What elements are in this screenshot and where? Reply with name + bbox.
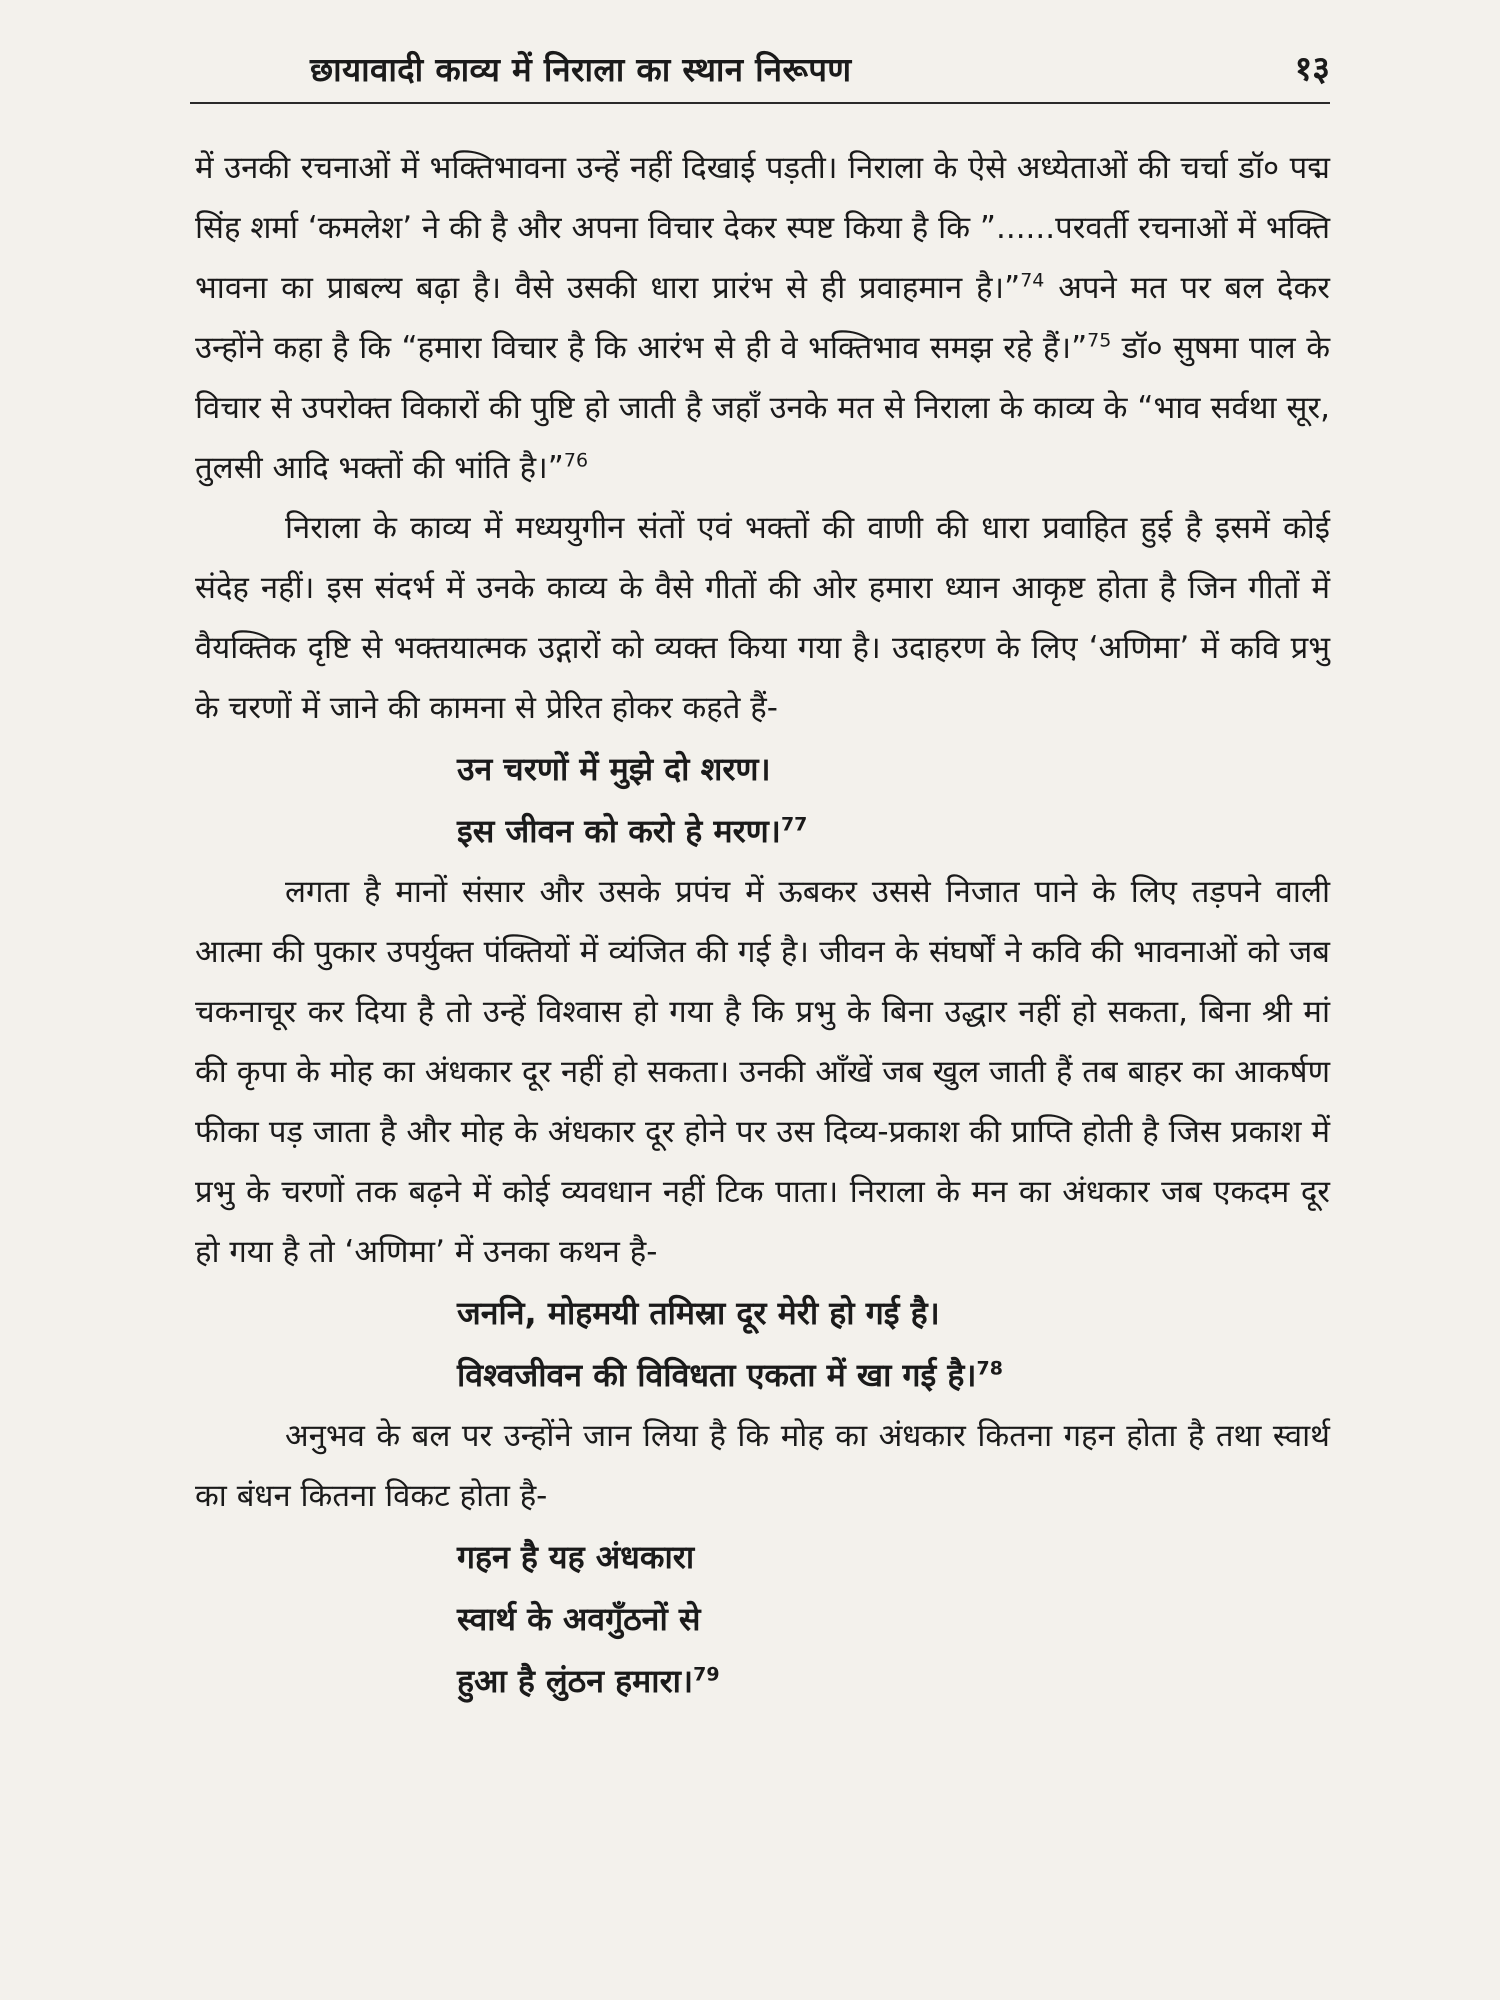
footnote-ref: 79 [693, 1663, 720, 1686]
verse-line: उन चरणों में मुझे दो शरण। [457, 750, 771, 788]
verse-line: गहन है यह अंधकारा [457, 1538, 695, 1576]
verse-line: इस जीवन को करो हे मरण।$^{77}$ [457, 812, 808, 850]
body-text [195, 138, 1330, 1712]
paragraph-1: में उनकी रचनाओं में भक्तिभावना उन्हें नहीं दिखाई पड़ती। निराला के ऐसे अध्येताओं की चर्चा डॉ० पद्म सिंह शर्मा ‘कमलेश’ ने की है और अपना विचार देकर स्पष्ट किया है कि ”......परवर्ती रचनाओं में भक्ति भावना का प्राबल्य बढ़ा है। वैसे उसकी धारा प्रारंभ से ही प्रवाहमान है।”$^{74}$ अपने मत पर बल देकर उन्होंने कहा है कि “हमारा विचार है कि आरंभ से ही वे भक्तिभाव समझ रहे हैं।”$^{75}$ डॉ० सुषमा पाल के विचार से उपरोक्त विकारों की पुष्टि हो जाती है जहाँ उनके मत से निराला के काव्य के “भाव सर्वथा सूर, तुलसी आदि भक्तों की भांति है।”$^{76}$ [195, 150, 1331, 486]
header-title: छायावादी काव्य में निराला का स्थान निरूपण [310, 50, 852, 89]
footnote-ref: 74 [1020, 269, 1045, 292]
verse-line: हुआ है लुंठन हमारा।$^{79}$ [457, 1662, 720, 1700]
verse-line: विश्वजीवन की विविधता एकता में खा गई है।$^{78}$ [457, 1356, 1003, 1394]
paragraph-4: अनुभव के बल पर उन्होंने जान लिया है कि मोह का अंधकार कितना गहन होता है तथा स्वार्थ का बंधन कितना विकट होता है- [195, 1418, 1330, 1514]
running-header [190, 42, 1330, 104]
verse-line: स्वार्थ के अवगुँठनों से [457, 1600, 701, 1638]
footnote-ref: 78 [976, 1357, 1003, 1380]
paragraph-3: लगता है मानों संसार और उसके प्रपंच में ऊबकर उससे निजात पाने के लिए तड़पने वाली आत्मा की पुकार उपर्युक्त पंक्तियों में व्यंजित की गई है। जीवन के संघर्षों ने कवि की भावनाओं को जब चकनाचूर कर दिया है तो उन्हें विश्वास हो गया है कि प्रभु के बिना उद्धार नहीं हो सकता, बिना श्री मां की कृपा के मोह का अंधकार दूर नहीं हो सकता। उनकी आँखें जब खुल जाती हैं तब बाहर का आकर्षण फीका पड़ जाता है और मोह के अंधकार दूर होने पर उस दिव्य-प्रकाश की प्राप्ति होती है जिस प्रकाश में प्रभु के चरणों तक बढ़ने में कोई व्यवधान नहीं टिक पाता। निराला के मन का अंधकार जब एकदम दूर हो गया है तो ‘अणिमा’ में उनका कथन है- [195, 874, 1330, 1270]
verse-line: जननि, मोहमयी तमिस्रा दूर मेरी हो गई है। [457, 1294, 940, 1332]
footnote-ref: 75 [1087, 329, 1112, 352]
footnote-ref: 76 [563, 449, 589, 472]
footnote-ref: 77 [780, 813, 808, 836]
paragraph-2: निराला के काव्य में मध्ययुगीन संतों एवं भक्तों की वाणी की धारा प्रवाहित हुई है इसमें कोई संदेह नहीं। इस संदर्भ में उनके काव्य के वैसे गीतों की ओर हमारा ध्यान आकृष्ट होता है जिन गीतों में वैयक्तिक दृष्टि से भक्तयात्मक उद्गारों को व्यक्त किया गया है। उदाहरण के लिए ‘अणिमा’ में कवि प्रभु के चरणों में जाने की कामना से प्रेरित होकर कहते हैं- [195, 510, 1330, 726]
page-number: १३ [1294, 49, 1330, 89]
